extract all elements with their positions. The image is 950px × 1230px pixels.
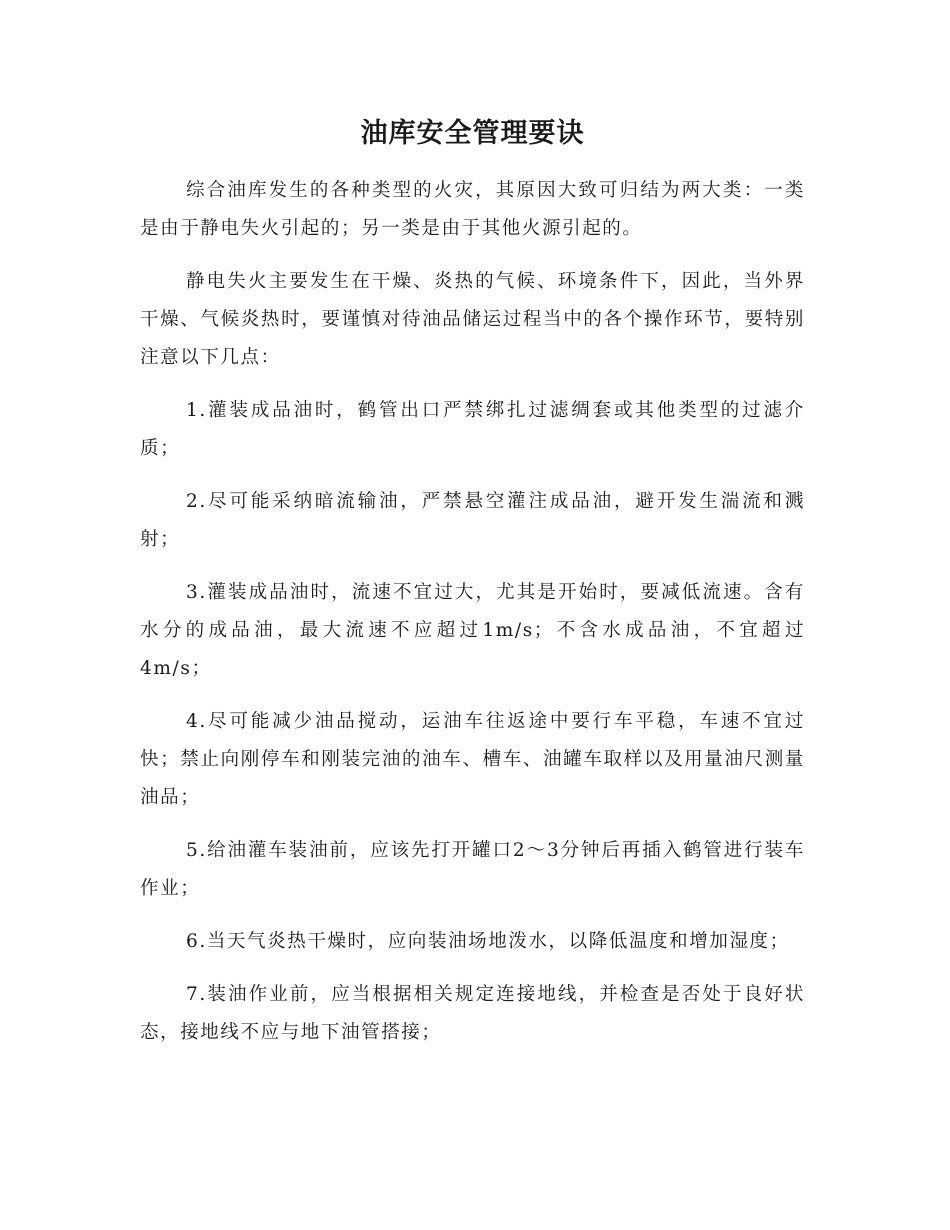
document-title: 油库安全管理要诀 (360, 118, 585, 149)
list-item-4: 4.尽可能减少油品搅动，运油车往返途中要行车平稳，车速不宜过快；禁止向刚停车和刚装完油的油车、槽车、油罐车取样以及用量油尺测量油品； (140, 711, 805, 808)
list-item-3: 3.灌装成品油时，流速不宜过大，尤其是开始时，要减低流速。含有水分的成品油，最大流速不应超过1m/s；不含水成品油，不宜超过4m/s； (140, 582, 805, 679)
list-item-1: 1.灌装成品油时，鹤管出口严禁绑扎过滤绸套或其他类型的过滤介质； (140, 400, 805, 459)
paragraph-static-fire: 静电失火主要发生在干燥、炎热的气候、环境条件下，因此，当外界干燥、气候炎热时，要谨慎对待油品储运过程当中的各个操作环节，要特别注意以下几点： (140, 271, 805, 368)
paragraph-intro: 综合油库发生的各种类型的火灾，其原因大致可归结为两大类：一类是由于静电失火引起的；另一类是由于其他火源引起的。 (140, 180, 805, 239)
document-page (140, 110, 805, 1067)
list-item-2: 2.尽可能采纳暗流输油，严禁悬空灌注成品油，避开发生湍流和溅射； (140, 491, 805, 550)
list-item-7: 7.装油作业前，应当根据相关规定连接地线，并检查是否处于良好状态，接地线不应与地下油管搭接； (140, 984, 805, 1043)
list-item-5: 5.给油灌车装油前，应该先打开罐口2～3分钟后再插入鹤管进行装车作业； (140, 840, 805, 899)
list-item-6: 6.当天气炎热干燥时，应向装油场地泼水，以降低温度和增加湿度； (186, 931, 790, 952)
